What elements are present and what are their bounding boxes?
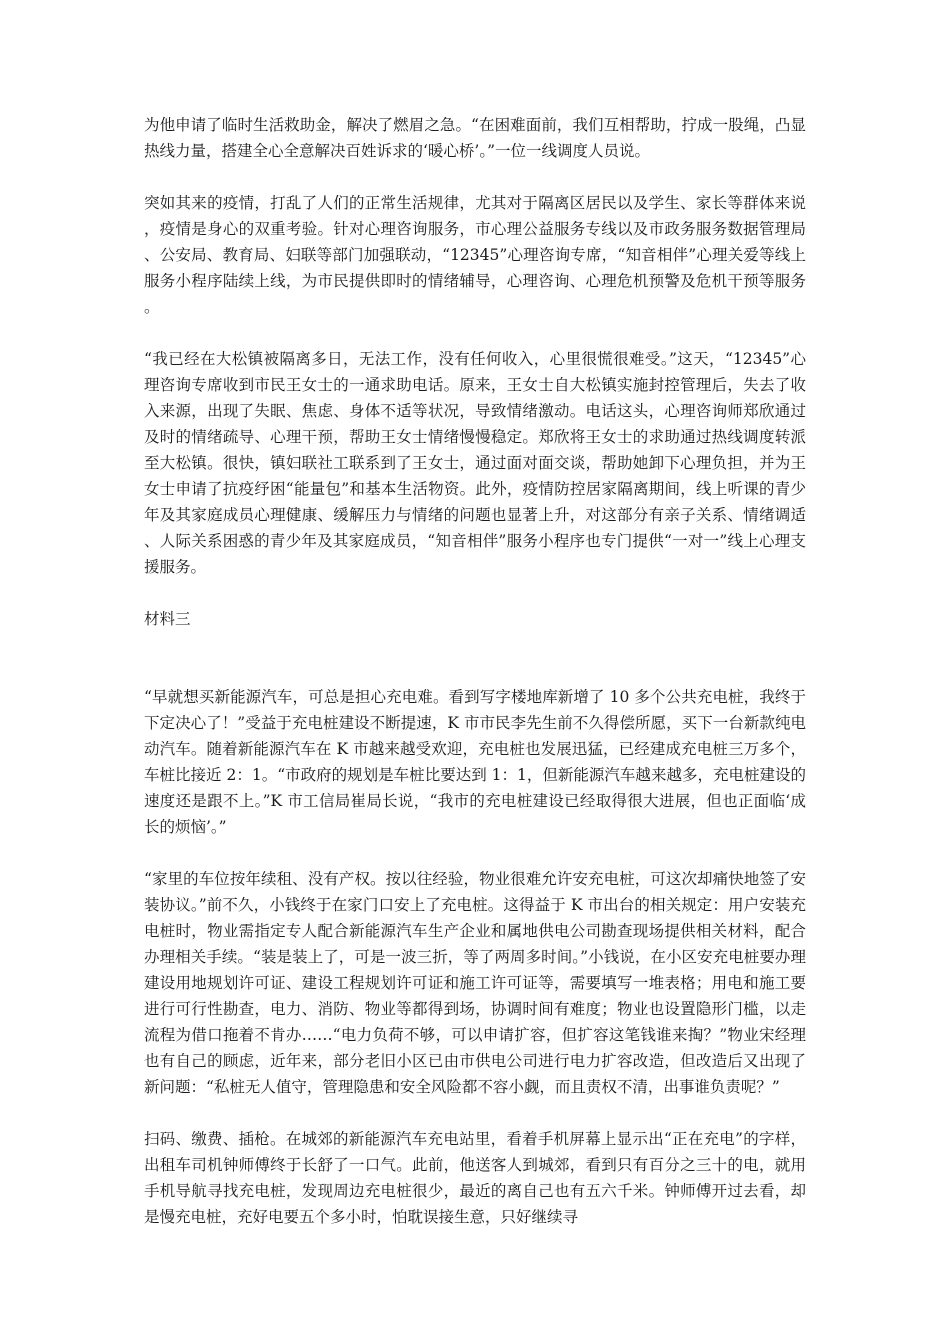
document-page (144, 112, 806, 1230)
paragraph-relief-fund: 为他申请了临时生活救助金，解决了燃眉之急。“在困难面前，我们互相帮助，拧成一股绳，凸显热线力量，搭建全心全意解决百姓诉求的‘暖心桥’。”一位一线调度人员说。 (144, 116, 806, 160)
paragraph-taxi-driver: 扫码、缴费、插枪。在城郊的新能源汽车充电站里，看着手机屏幕上显示出“正在充电”的字样，出租车司机钟师傅终于长舒了一口气。此前，他送客人到城郊，看到只有百分之三十的电，就用手机导航寻找充电桩，发现周边充电桩很少，最近的离自己也有五六千米。钟师傅开过去看，却是慢充电桩，充好电要五个多小时，怕耽误接生意，只好继续寻 (144, 1130, 806, 1226)
paragraph-private-pile-install: “家里的车位按年续租、没有产权。按以往经验，物业很难允许安充电桩，可这次却痛快地签了安装协议。”前不久，小钱终于在家门口安上了充电桩。这得益于 K 市出台的相关规定：用户安装充电桩时，物业需指定专人配合新能源汽车生产企业和属地供电公司勘查现场提供相关材料，配合办理相关手续。“装是装上了，可是一波三折，等了两周多时间。”小钱说，在小区安充电桩要办理建设用地规划许可证、建设工程规划许可证和施工许可证等，需要填写一堆表格；用电和施工要进行可行性勘查，电力、消防、物业等都得到场，协调时间有难度；物业也设置隐形门槛，以走流程为借口拖着不肯办……“电力负荷不够，可以申请扩容，但扩容这笔钱谁来掏？”物业宋经理也有自己的顾虑，近年来，部分老旧小区已由市供电公司进行电力扩容改造，但改造后又出现了新问题：“私桩无人值守，管理隐患和安全风险都不容小觑，而且责权不清，出事谁负责呢？” (144, 870, 806, 1096)
paragraph-spacer (144, 320, 806, 346)
section-spacer (144, 632, 806, 684)
paragraph-spacer (144, 840, 806, 866)
paragraph-spacer (144, 580, 806, 606)
section-heading: 材料三 (144, 610, 191, 628)
paragraph-psych-services: 突如其来的疫情，打乱了人们的正常生活规律，尤其对于隔离区居民以及学生、家长等群体来说，疫情是身心的双重考验。针对心理咨询服务，市心理公益服务专线以及市政务服务数据管理局、公安局、教育局、妇联等部门加强联动，“12345”心理咨询专席，“知音相伴”心理关爱等线上服务小程序陆续上线，为市民提供即时的情绪辅导，心理咨询、心理危机预警及危机干预等服务。 (144, 194, 806, 316)
paragraph-charging-pile-growth: “早就想买新能源汽车，可总是担心充电难。看到写字楼地库新增了 10 多个公共充电桩，我终于下定决心了！”受益于充电桩建设不断提速，K 市市民李先生前不久得偿所愿，买下一台新款纯电动汽车。随着新能源汽车在 K 市越来越受欢迎，充电桩也发展迅猛，已经建成充电桩三万多个，车桩比接近 2：1。“市政府的规划是车桩比要达到 1：1，但新能源汽车越来越多，充电桩建设的速度还是跟不上。”K 市工信局崔局长说，“我市的充电桩建设已经取得很大进展，但也正面临‘成长的烦恼’。” (144, 688, 806, 836)
paragraph-spacer (144, 1100, 806, 1126)
paragraph-spacer (144, 164, 806, 190)
paragraph-ms-wang-case: “我已经在大松镇被隔离多日，无法工作，没有任何收入，心里很慌很难受。”这天，“12345”心理咨询专席收到市民王女士的一通求助电话。原来，王女士自大松镇实施封控管理后，失去了收入来源，出现了失眠、焦虑、身体不适等状况，导致情绪激动。电话这头，心理咨询师郑欣通过及时的情绪疏导、心理干预，帮助王女士情绪慢慢稳定。郑欣将王女士的求助通过热线调度转派至大松镇。很快，镇妇联社工联系到了王女士，通过面对面交谈，帮助她卸下心理负担，并为王女士申请了抗疫纾困“能量包”和基本生活物资。此外，疫情防控居家隔离期间，线上听课的青少年及其家庭成员心理健康、缓解压力与情绪的问题也显著上升，对这部分有亲子关系、情绪调适、人际关系困惑的青少年及其家庭成员，“知音相伴”服务小程序也专门提供“一对一”线上心理支援服务。 (144, 350, 806, 576)
